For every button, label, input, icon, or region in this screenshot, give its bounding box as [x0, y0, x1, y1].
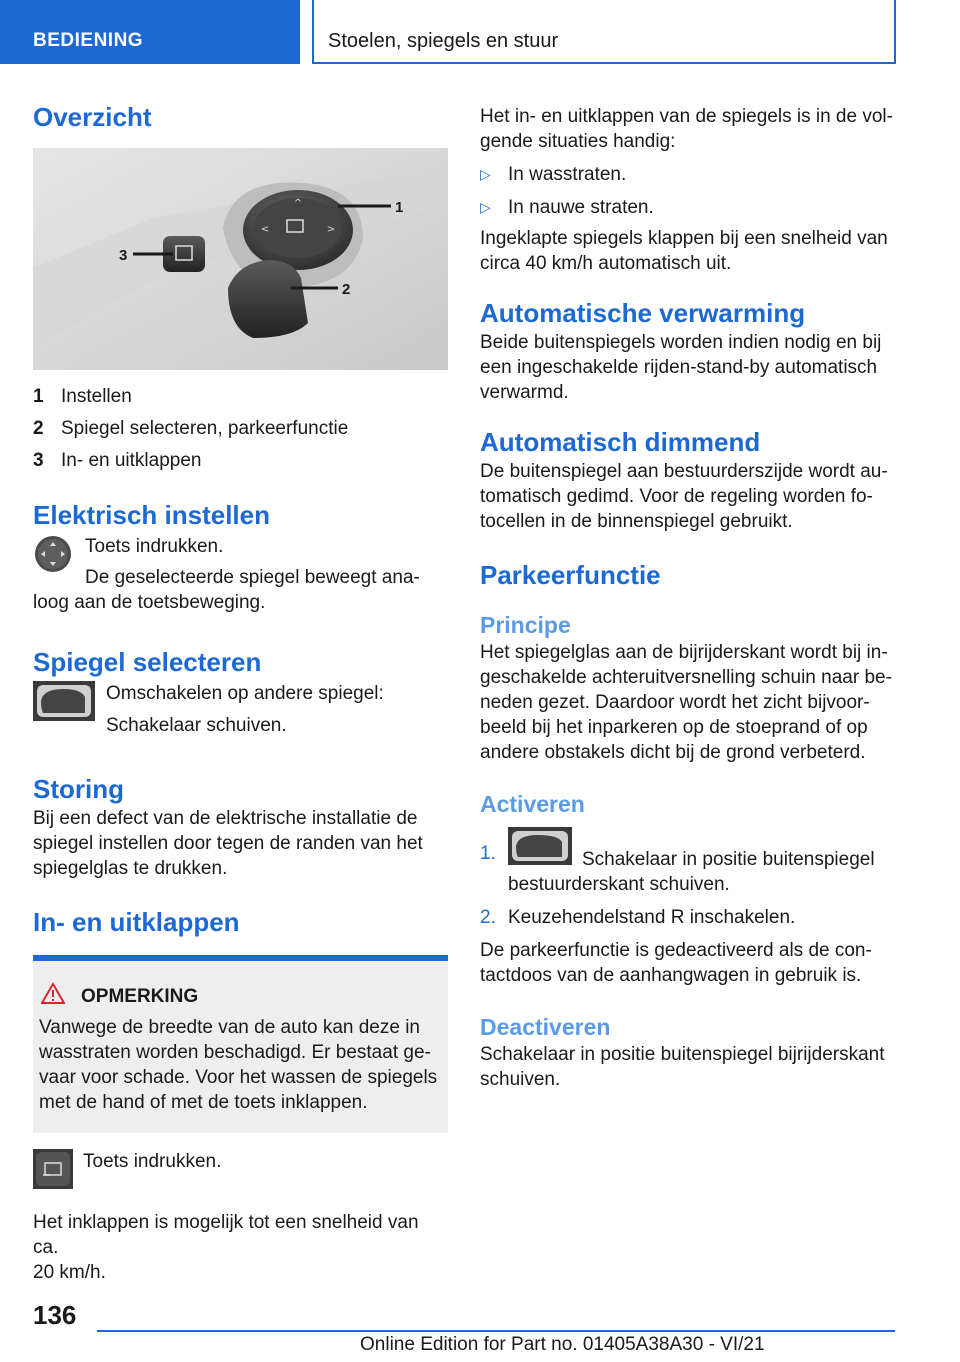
- warning-line: vaar voor schade. Voor het wassen de spiegels: [39, 1067, 438, 1088]
- section-title-elektrisch: Elektrisch instellen: [33, 500, 270, 530]
- list-item: [480, 158, 895, 191]
- selecteren-line-1: Omschakelen op andere spiegel:: [106, 683, 384, 704]
- left-column: [33, 100, 448, 1285]
- bullet-text: In wasstraten.: [508, 164, 627, 185]
- warning-title: OPMERKING: [81, 985, 199, 1007]
- dimmend-line: tomatisch gedimd. Voor de regeling worden fo-: [480, 486, 873, 507]
- step-text: Schakelaar in positie buitenspiegel: [582, 849, 875, 870]
- svg-text:>: >: [326, 224, 336, 235]
- svg-text:<: <: [260, 224, 270, 235]
- toets-text: Toets indrukken.: [83, 1151, 222, 1172]
- legend-text: Instellen: [61, 385, 132, 407]
- verwarming-line: een ingeschakelde rijden-stand-by automatisch: [480, 357, 878, 378]
- situations-list: [480, 158, 895, 224]
- section-title-dimmend: Automatisch dimmend: [480, 427, 761, 457]
- inklappen-line: Het inklappen is mogelijk tot een snelheid van ca.: [33, 1212, 419, 1258]
- mirror-select-switch-icon: [508, 827, 572, 872]
- figure-label-3: 3: [119, 247, 128, 264]
- elektrisch-line-2: De geselecteerde spiegel beweegt ana-: [85, 567, 420, 588]
- ingeklapt-line: Ingeklapte spiegels klappen bij een snelheid van: [480, 228, 888, 249]
- legend-number: 2: [33, 417, 44, 439]
- bullet-triangle-icon: ▷: [480, 166, 491, 182]
- subsection-title-principe: Principe: [480, 612, 571, 638]
- figure-label-2: 2: [342, 281, 351, 298]
- footer-divider: [97, 1330, 895, 1332]
- legend-item: [33, 380, 448, 412]
- deactiveren-line: schuiven.: [480, 1069, 561, 1090]
- principe-line: neden gezet. Daardoor wordt het zicht bijvoor-: [480, 692, 870, 713]
- elektrisch-line-1: Toets indrukken.: [85, 536, 224, 557]
- elektrisch-line-3: loog aan de toetsbeweging.: [33, 592, 266, 613]
- bullet-triangle-icon: ▷: [480, 199, 491, 215]
- svg-text:^: ^: [293, 198, 303, 209]
- subsection-title-deactiveren: Deactiveren: [480, 1014, 611, 1040]
- bullet-text: In nauwe straten.: [508, 197, 654, 218]
- deactiveren-line: Schakelaar in positie buitenspiegel bijrijderskant: [480, 1044, 885, 1065]
- dimmend-line: De buitenspiegel aan bestuurderszijde wordt au-: [480, 461, 888, 482]
- legend-item: [33, 444, 448, 476]
- verwarming-line: Beide buitenspiegels worden indien nodig en bij: [480, 332, 882, 353]
- edition-text: Online Edition for Part no. 01405A38A30 - VI/21: [360, 1334, 765, 1355]
- activeren-steps: [480, 827, 895, 930]
- mirror-fold-icon: [33, 1149, 83, 1196]
- warning-line: wasstraten worden beschadigd. Er bestaat ge-: [39, 1042, 431, 1063]
- selecteren-line-2: Schakelaar schuiven.: [106, 715, 287, 736]
- mirror-adjust-icon: [33, 534, 85, 590]
- figure-label-1: 1: [395, 199, 404, 216]
- legend-item: [33, 412, 448, 444]
- intro-line: gende situaties handig:: [480, 131, 676, 152]
- legend-text: In- en uitklappen: [61, 449, 202, 471]
- legend-number: 1: [33, 385, 44, 407]
- selecteren-block: [33, 681, 448, 738]
- mirror-control-illustration: [33, 148, 448, 370]
- principe-line: andere obstakels dicht bij de grond verbeterd.: [480, 742, 866, 763]
- section-title-parkeer: Parkeerfunctie: [480, 560, 661, 590]
- header-section-label: BEDIENING: [0, 0, 300, 64]
- parkeer-note-line: De parkeerfunctie is gedeactiveerd als de con-: [480, 940, 872, 961]
- storing-line: spiegelglas te drukken.: [33, 858, 228, 879]
- step-number: 1.: [480, 843, 496, 864]
- parkeer-note-line: tactdoos van de aanhangwagen in gebruik is.: [480, 965, 862, 986]
- figure-legend: [33, 380, 448, 476]
- mirror-control-figure: [33, 148, 448, 370]
- ingeklapt-line: circa 40 km/h automatisch uit.: [480, 253, 732, 274]
- section-title-selecteren: Spiegel selecteren: [33, 647, 262, 677]
- toets-block: [33, 1149, 448, 1196]
- warning-box: [33, 955, 448, 1133]
- warning-triangle-icon: [41, 982, 81, 1011]
- legend-number: 3: [33, 449, 44, 471]
- header-chapter-title: Stoelen, spiegels en stuur: [312, 0, 896, 64]
- step-number: 2.: [480, 907, 496, 928]
- principe-line: geschakelde achteruitversnelling schuin naar be-: [480, 667, 892, 688]
- inklappen-line: 20 km/h.: [33, 1262, 106, 1283]
- principe-line: Het spiegelglas aan de bijrijderskant wordt bij in-: [480, 642, 888, 663]
- list-item: [480, 191, 895, 224]
- storing-line: spiegel instellen door tegen de randen van het: [33, 833, 423, 854]
- elektrisch-block: [33, 534, 448, 590]
- step-item: [480, 827, 895, 897]
- section-title-inuit: In- en uitklappen: [33, 907, 240, 937]
- section-title-verwarming: Automatische verwarming: [480, 298, 806, 328]
- mirror-select-switch-icon: [33, 681, 106, 738]
- storing-line: Bij een defect van de elektrische installatie de: [33, 808, 418, 829]
- warning-header: [39, 981, 442, 1011]
- principe-line: beeld bij het inparkeren op de stoeprand of op: [480, 717, 868, 738]
- warning-line: Vanwege de breedte van de auto kan deze in: [39, 1017, 420, 1038]
- page-number: 136: [33, 1300, 77, 1330]
- warning-line: met de hand of met de toets inklappen.: [39, 1092, 368, 1113]
- dimmend-line: tocellen in de binnenspiegel gebruikt.: [480, 511, 793, 532]
- subsection-title-activeren: Activeren: [480, 791, 585, 817]
- intro-line: Het in- en uitklappen van de spiegels is in de vol-: [480, 106, 893, 127]
- section-title-overzicht: Overzicht: [33, 102, 152, 132]
- right-column: [480, 104, 895, 1092]
- verwarming-line: verwarmd.: [480, 382, 569, 403]
- step-text: Keuzehendelstand R inschakelen.: [508, 907, 796, 928]
- step-text: bestuurderskant schuiven.: [508, 874, 730, 895]
- section-title-storing: Storing: [33, 774, 124, 804]
- step-item: [480, 905, 895, 930]
- legend-text: Spiegel selecteren, parkeerfunctie: [61, 417, 349, 439]
